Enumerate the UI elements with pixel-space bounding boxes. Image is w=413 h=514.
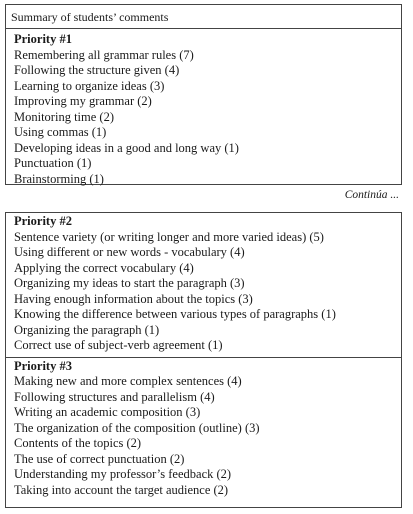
priority-1-section — [6, 29, 401, 187]
list-item: Using commas (1) — [14, 125, 107, 139]
list-item: Following structures and parallelism (4) — [14, 389, 215, 404]
summary-table-part-2 — [5, 212, 402, 508]
list-item: The organization of the composition (outline) (3) — [14, 420, 260, 435]
priority-2-list — [14, 230, 401, 354]
list-item: Understanding my professor’s feedback (2) — [14, 467, 232, 481]
list-item: Remembering all grammar rules (7) — [14, 47, 194, 62]
list-item: Contents of the topics (2) — [14, 436, 142, 450]
continued-label: Continúa ... — [344, 189, 399, 201]
priority-1-title: Priority #1 — [14, 32, 72, 46]
priority-3-list — [14, 374, 401, 498]
list-item: Organizing the paragraph (1) — [14, 322, 160, 337]
list-item: Improving my grammar (2) — [14, 94, 152, 108]
list-item: Correct use of subject-verb agreement (1) — [14, 338, 223, 352]
list-item: Punctuation (1) — [14, 156, 92, 170]
list-item: The use of correct punctuation (2) — [14, 451, 185, 466]
list-item: Taking into account the target audience (2) — [14, 482, 229, 497]
list-item: Monitoring time (2) — [14, 109, 114, 124]
priority-2-section — [6, 213, 401, 354]
list-item: Following the structure given (4) — [14, 63, 180, 77]
list-item: Sentence variety (or writing longer and more varied ideas) (5) — [14, 229, 324, 244]
list-item: Using different or new words - vocabulary (4) — [14, 245, 245, 259]
list-item: Developing ideas in a good and long way (1) — [14, 140, 239, 155]
list-item: Brainstorming (1) — [14, 171, 104, 186]
list-item: Writing an academic composition (3) — [14, 405, 201, 419]
priority-3-section — [6, 357, 401, 499]
list-item: Making new and more complex sentences (4) — [14, 374, 242, 388]
list-item: Knowing the difference between various types of paragraphs (1) — [14, 307, 336, 321]
list-item: Organizing my ideas to start the paragraph (3) — [14, 276, 245, 290]
list-item: Applying the correct vocabulary (4) — [14, 260, 194, 275]
list-item: Learning to organize ideas (3) — [14, 78, 165, 93]
summary-table-part-1 — [5, 4, 402, 185]
priority-2-title: Priority #2 — [14, 214, 72, 228]
list-item: Having enough information about the topics (3) — [14, 291, 253, 306]
table-header: Summary of students’ comments — [6, 5, 401, 29]
priority-3-title: Priority #3 — [14, 358, 72, 373]
priority-1-list — [14, 48, 401, 188]
